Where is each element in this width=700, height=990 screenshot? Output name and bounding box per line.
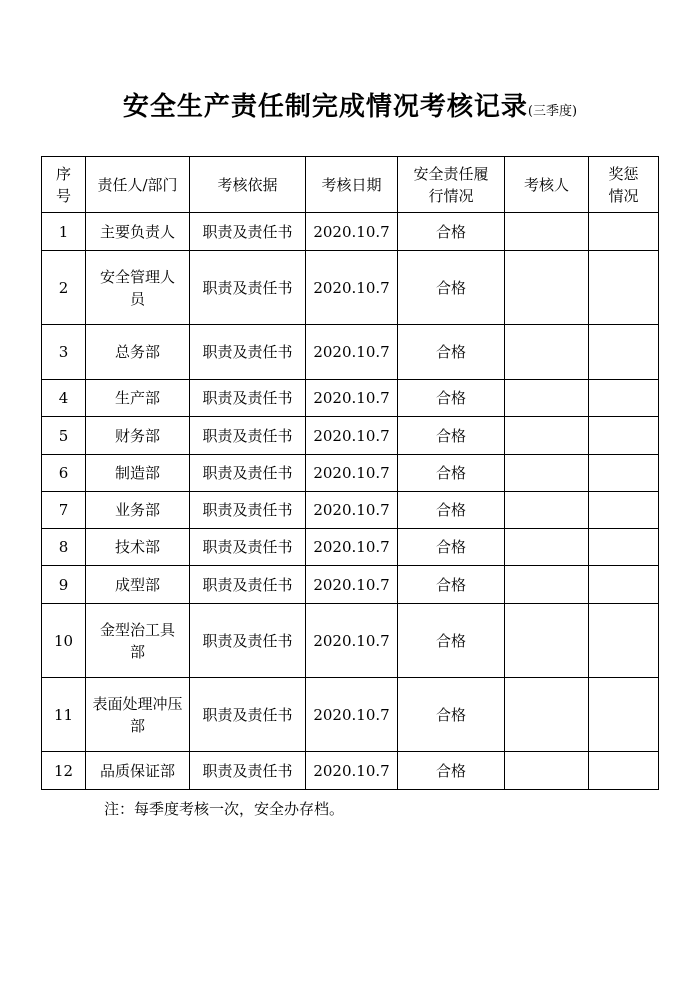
row-reward [589,604,659,678]
row-date: 2020.10.7 [306,529,398,566]
table-row [42,566,659,604]
row-result: 合格 [398,251,505,325]
row-reward [589,752,659,790]
row-basis: 职责及责任书 [190,492,306,529]
header-cell: 考核依据 [190,157,306,213]
row-result: 合格 [398,380,505,417]
row-basis: 职责及责任书 [190,213,306,251]
table-row [42,529,659,566]
row-department: 金型治工具部 [86,604,190,678]
table-header-row [42,157,659,213]
row-index: 6 [42,455,86,492]
header-cell: 序号 [42,157,86,213]
table-row [42,604,659,678]
row-result: 合格 [398,529,505,566]
row-reward [589,417,659,455]
table-row [42,417,659,455]
header-cell: 考核日期 [306,157,398,213]
row-department: 成型部 [86,566,190,604]
table-row [42,752,659,790]
table-row [42,455,659,492]
row-date: 2020.10.7 [306,417,398,455]
row-basis: 职责及责任书 [190,678,306,752]
row-department: 财务部 [86,417,190,455]
row-department: 业务部 [86,492,190,529]
row-assessor [505,566,589,604]
row-reward [589,325,659,380]
row-date: 2020.10.7 [306,325,398,380]
row-index: 9 [42,566,86,604]
row-date: 2020.10.7 [306,213,398,251]
title-main: 安全生产责任制完成情况考核记录 [122,92,528,122]
header-cell: 安全责任履行情况 [398,157,505,213]
row-assessor [505,529,589,566]
row-date: 2020.10.7 [306,678,398,752]
row-result: 合格 [398,213,505,251]
row-assessor [505,492,589,529]
row-result: 合格 [398,417,505,455]
row-assessor [505,678,589,752]
table-row [42,492,659,529]
row-index: 8 [42,529,86,566]
row-department: 表面处理冲压部 [86,678,190,752]
row-date: 2020.10.7 [306,380,398,417]
row-department: 安全管理人员 [86,251,190,325]
row-index: 11 [42,678,86,752]
row-department: 生产部 [86,380,190,417]
row-basis: 职责及责任书 [190,455,306,492]
row-assessor [505,251,589,325]
table-row [42,213,659,251]
row-result: 合格 [398,492,505,529]
row-basis: 职责及责任书 [190,251,306,325]
row-index: 5 [42,417,86,455]
table-row [42,678,659,752]
row-result: 合格 [398,604,505,678]
row-result: 合格 [398,325,505,380]
row-assessor [505,752,589,790]
header-cell: 奖惩情况 [589,157,659,213]
row-department: 技术部 [86,529,190,566]
table-row [42,251,659,325]
row-index: 1 [42,213,86,251]
row-assessor [505,380,589,417]
row-date: 2020.10.7 [306,455,398,492]
row-basis: 职责及责任书 [190,604,306,678]
row-basis: 职责及责任书 [190,417,306,455]
row-basis: 职责及责任书 [190,566,306,604]
row-basis: 职责及责任书 [190,380,306,417]
assessment-table [41,156,659,790]
row-reward [589,492,659,529]
row-index: 3 [42,325,86,380]
table-row [42,325,659,380]
row-assessor [505,213,589,251]
row-date: 2020.10.7 [306,566,398,604]
row-result: 合格 [398,752,505,790]
row-basis: 职责及责任书 [190,529,306,566]
row-assessor [505,417,589,455]
header-cell: 责任人/部门 [86,157,190,213]
row-result: 合格 [398,455,505,492]
row-reward [589,529,659,566]
header-cell: 考核人 [505,157,589,213]
row-index: 2 [42,251,86,325]
row-index: 7 [42,492,86,529]
row-date: 2020.10.7 [306,752,398,790]
row-department: 品质保证部 [86,752,190,790]
row-date: 2020.10.7 [306,251,398,325]
row-department: 主要负责人 [86,213,190,251]
row-reward [589,678,659,752]
row-department: 制造部 [86,455,190,492]
row-result: 合格 [398,566,505,604]
row-assessor [505,325,589,380]
row-reward [589,566,659,604]
row-basis: 职责及责任书 [190,752,306,790]
row-index: 10 [42,604,86,678]
row-assessor [505,604,589,678]
row-index: 4 [42,380,86,417]
footnote: 注：每季度考核一次，安全办存档。 [104,800,345,818]
row-result: 合格 [398,678,505,752]
row-assessor [505,455,589,492]
row-reward [589,455,659,492]
row-reward [589,213,659,251]
row-index: 12 [42,752,86,790]
table-row [42,380,659,417]
row-date: 2020.10.7 [306,604,398,678]
row-department: 总务部 [86,325,190,380]
title-subtitle: (三季度) [527,104,578,119]
row-date: 2020.10.7 [306,492,398,529]
row-basis: 职责及责任书 [190,325,306,380]
row-reward [589,380,659,417]
row-reward [589,251,659,325]
document-title [0,86,700,123]
